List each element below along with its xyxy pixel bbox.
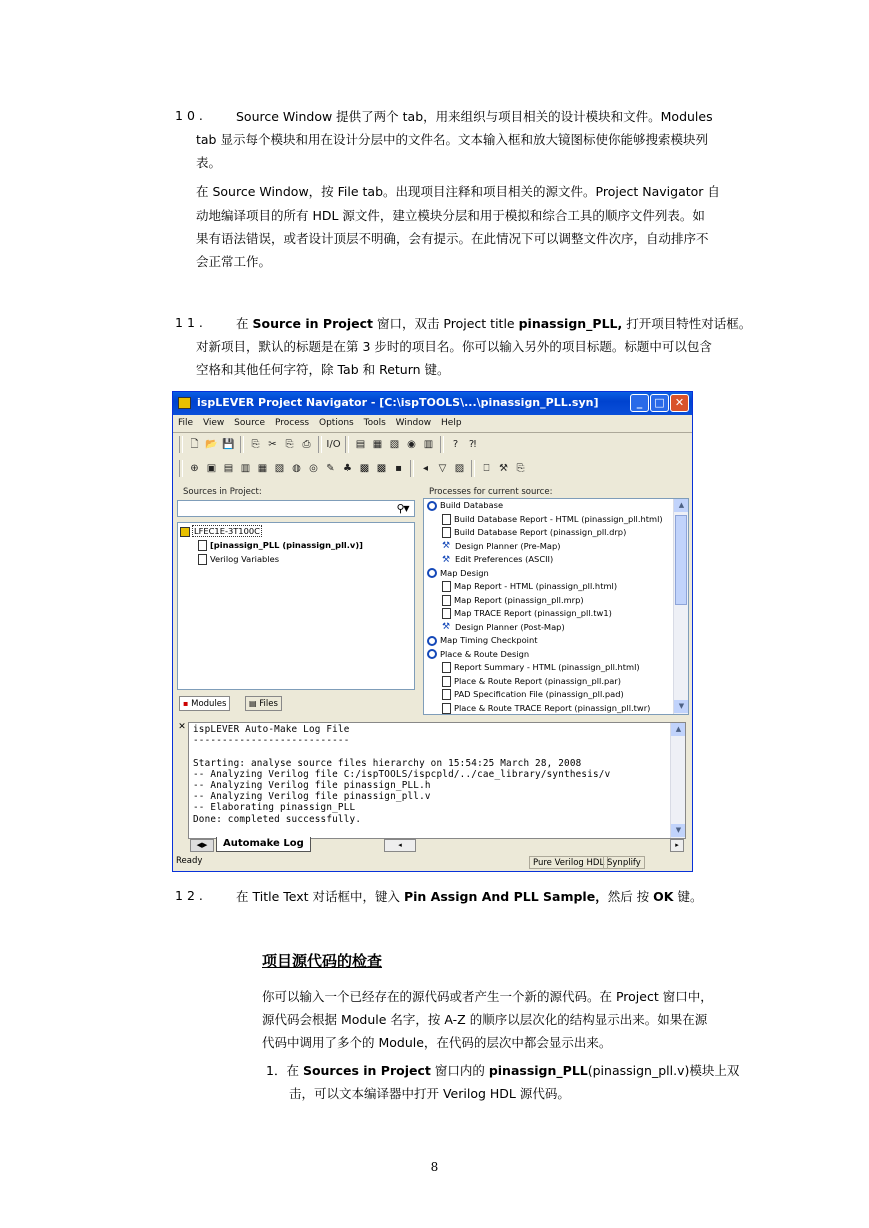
process-run-icon <box>427 636 437 646</box>
process-item-label: Map Report (pinassign_pll.mrp) <box>454 594 584 605</box>
toolbar2-button-3-icon[interactable]: ▥ <box>240 463 251 474</box>
log-line: -- Analyzing Verilog file C:/ispTOOLS/ispcpld/../cae_library/synthesis/v <box>193 768 611 780</box>
toolbar1-button-11-icon[interactable]: ◉ <box>407 439 416 450</box>
toolbar-tools <box>176 458 529 480</box>
log-line: Done: completed successfully. <box>193 813 362 825</box>
p11-line3: 空格和其他任何字符，除 Tab 和 Return 键。 <box>196 362 450 377</box>
variables-file-icon <box>198 554 207 565</box>
processes-scroll-thumb[interactable] <box>675 515 687 605</box>
tab-modules-label: Modules <box>191 699 227 709</box>
log-hscroll-left-icon[interactable]: ◂ <box>384 839 416 852</box>
process-item-label: Build Database <box>440 500 504 510</box>
verilog-file-icon <box>198 540 207 551</box>
chevron-down-icon[interactable]: ▼ <box>403 504 410 513</box>
toolbar1-button-1-icon[interactable]: 📂 <box>205 439 218 450</box>
p12-post: 键。 <box>673 889 703 904</box>
report-file-icon <box>442 676 451 687</box>
p12-bold2: OK <box>653 889 674 904</box>
item-number-11: 11. <box>175 315 207 330</box>
log-line: -- Analyzing Verilog file pinassign_PLL.h <box>193 780 431 791</box>
toolbar2-button-10-icon[interactable]: ▩ <box>359 463 370 474</box>
status-hdl: Pure Verilog HDL <box>529 856 608 869</box>
report-file-icon <box>442 662 451 673</box>
source-search-combo[interactable] <box>177 500 415 517</box>
processes-label: Processes for current source: <box>429 487 553 497</box>
toolbar-standard <box>176 434 481 456</box>
menu-bar <box>175 416 466 432</box>
tab-files-label: Files <box>259 699 278 709</box>
process-item-label: Build Database Report (pinassign_pll.drp) <box>454 527 627 537</box>
toolbar2-button-17-icon[interactable]: ⚒ <box>499 463 508 474</box>
process-item[interactable] <box>427 568 489 579</box>
process-item-label: Place & Route Report (pinassign_pll.par) <box>454 675 621 686</box>
toolbar-separator <box>440 436 444 453</box>
toolbar-separator <box>179 436 183 453</box>
process-item[interactable] <box>442 608 612 619</box>
process-item[interactable] <box>442 541 561 552</box>
toolbar2-button-13-icon[interactable]: ◂ <box>422 463 429 474</box>
log-line: -- Analyzing Verilog file pinassign_pll.v <box>193 791 431 803</box>
automake-log <box>188 722 686 839</box>
process-run-icon <box>427 501 437 511</box>
magnifier-icon[interactable]: ⚲ <box>396 502 405 515</box>
processes-list <box>423 498 689 715</box>
report-file-icon <box>442 608 451 619</box>
section-item-num: 1． <box>266 1063 287 1078</box>
status-bar <box>173 854 692 871</box>
toolbar2-button-9-icon[interactable]: ♣ <box>343 463 352 474</box>
app-icon <box>178 397 191 409</box>
section-item1-line2: 击，可以文本编译器中打开 Verilog HDL 源代码。 <box>289 1086 570 1101</box>
minimize-button[interactable]: _ <box>630 394 649 412</box>
status-synthesis: Synplify <box>603 856 645 869</box>
log-scroll-down-icon[interactable]: ▼ <box>671 824 686 837</box>
process-item[interactable] <box>427 635 538 646</box>
files-icon: ▤ <box>249 699 257 708</box>
process-item[interactable] <box>427 649 529 660</box>
process-item-label: Place & Route Design <box>440 648 530 659</box>
toolbar1-button-7-icon[interactable]: I/O <box>326 439 341 450</box>
toolbar1-button-4-icon[interactable]: ✂ <box>268 439 277 450</box>
verilog-variables-item[interactable] <box>198 554 279 565</box>
tool-icon: ⚒ <box>442 622 451 632</box>
device-label: LFEC1E-3T100C <box>194 526 260 536</box>
toolbar2-button-4-icon[interactable]: ▦ <box>257 463 268 474</box>
process-item[interactable] <box>442 595 584 606</box>
toolbar2-button-1-icon[interactable]: ▣ <box>206 463 217 474</box>
p10-b-line2: 动地编译项目的所有 HDL 源文件，建立模块分层和用于模拟和综合工具的顺序文件列表。如 <box>196 208 705 223</box>
process-item[interactable] <box>442 581 617 592</box>
p10-line1: Source Window 提供了两个 tab，用来组织与项目相关的设计模块和文件。Modules <box>236 109 713 124</box>
toolbar2-button-12-icon[interactable]: ▪ <box>395 463 402 474</box>
toolbar2-button-5-icon[interactable]: ▧ <box>274 463 285 474</box>
page-number: 8 <box>430 1160 439 1174</box>
module-label: [pinassign_PLL (pinassign_pll.v)] <box>210 540 363 550</box>
process-item-label: Design Planner (Post-Map) <box>455 621 565 632</box>
toolbar2-button-14-icon[interactable]: ▽ <box>438 463 447 474</box>
log-line: -- Elaborating pinassign_PLL <box>193 802 356 814</box>
p12-mid: 然后 按 <box>607 889 654 904</box>
log-scrollbar[interactable] <box>670 723 686 838</box>
log-tab-strip <box>188 838 686 852</box>
toolbar1-button-14-icon[interactable]: ⁈ <box>468 439 477 450</box>
section-line1: 你可以输入一个已经存在的源代码或者产生一个新的源代码。在 Project 窗口中， <box>262 989 713 1004</box>
tool-icon: ⚒ <box>442 541 451 551</box>
report-file-icon <box>442 689 451 700</box>
process-item-label: Map Timing Checkpoint <box>440 635 538 645</box>
menu-help[interactable]: Help <box>441 418 462 428</box>
log-line: Starting: analyse source files hierarchy on 15:54:25 March 28, 2008 <box>193 757 582 769</box>
p12-line1 <box>236 885 702 908</box>
window-titlebar <box>173 392 692 415</box>
p10-line3: 表。 <box>196 155 222 170</box>
p10-b-line1: 在 Source Window，按 File tab。出现项目注释和项目相关的源文件。Project Navigator 自 <box>196 184 720 199</box>
toolbar1-button-0-icon[interactable]: 🗋 <box>190 439 199 450</box>
menu-options[interactable]: Options <box>319 418 354 428</box>
process-item[interactable] <box>442 554 553 565</box>
process-item-label: Map Design <box>440 567 489 578</box>
p10-b-line4: 会正常工作。 <box>196 254 272 269</box>
isplever-window-screenshot <box>172 391 693 872</box>
menu-file[interactable]: File <box>178 418 194 428</box>
process-item-label: Edit Preferences (ASCII) <box>455 554 554 564</box>
toolbar2-button-18-icon[interactable]: ⎘ <box>516 463 525 474</box>
menu-view[interactable]: View <box>202 418 225 428</box>
item-number-10: 10. <box>175 108 207 123</box>
process-item-label: Map Report - HTML (pinassign_pll.html) <box>454 581 618 591</box>
maximize-button[interactable]: □ <box>650 394 669 412</box>
report-file-icon <box>442 703 451 714</box>
toolbar1-button-10-icon[interactable]: ▧ <box>389 439 400 450</box>
toolbar2-button-6-icon[interactable]: ◍ <box>292 463 301 474</box>
toolbar-separator <box>179 460 183 477</box>
toolbar-separator <box>318 436 322 453</box>
tab-modules[interactable] <box>179 696 230 711</box>
modules-icon: ▪ <box>183 699 189 708</box>
scroll-down-icon[interactable]: ▼ <box>674 700 689 713</box>
process-item[interactable] <box>427 500 503 511</box>
process-item-label: PAD Specification File (pinassign_pll.pad) <box>454 689 624 699</box>
log-line: --------------------------- <box>193 735 350 747</box>
process-item[interactable] <box>442 676 621 687</box>
toolbar2-button-16-icon[interactable]: ⎕ <box>483 463 490 474</box>
process-item-label: Build Database Report - HTML (pinassign_pll.html) <box>454 513 663 524</box>
section-line3: 代码中调用了多个的 Module，在代码的层次中都会显示出来。 <box>262 1035 612 1050</box>
toolbar1-button-9-icon[interactable]: ▦ <box>372 439 383 450</box>
process-item-label: Map TRACE Report (pinassign_pll.tw1) <box>454 608 612 618</box>
section-item-post: (pinassign_pll.v)模块上双 <box>587 1063 740 1078</box>
p11-bold1: Source in Project <box>252 316 373 331</box>
report-file-icon <box>442 581 451 592</box>
p11-mid: 窗口，双击 Project title <box>372 316 519 331</box>
toolbar1-button-12-icon[interactable]: ▥ <box>423 439 434 450</box>
toolbar2-button-11-icon[interactable]: ▩ <box>376 463 387 474</box>
p10-b-line3: 果有语法错误，或者设计顶层不明确，会有提示。在此情况下可以调整文件次序，自动排序不 <box>196 231 709 246</box>
device-item[interactable] <box>180 526 262 537</box>
process-item-label: Report Summary - HTML (pinassign_pll.html) <box>454 662 640 672</box>
process-item[interactable] <box>442 527 626 538</box>
toolbar1-button-6-icon[interactable]: ⎙ <box>302 439 311 450</box>
section-line2: 源代码会根据 Module 名字，按 A-Z 的顺序以层次化的结构显示出来。如果在源 <box>262 1012 708 1027</box>
tab-automake-log[interactable]: Automake Log <box>216 837 311 852</box>
toolbar-separator <box>471 460 475 477</box>
menu-source[interactable]: Source <box>234 418 266 428</box>
log-scroll-up-icon[interactable]: ▲ <box>671 723 686 736</box>
p11-pre: 在 <box>236 316 253 331</box>
process-run-icon <box>427 649 437 659</box>
section-item-pre: 在 <box>286 1063 303 1078</box>
section-item-mid: 窗口内的 <box>430 1063 489 1078</box>
section-item-bold2: pinassign_PLL <box>488 1063 588 1078</box>
log-line: ispLEVER Auto-Make Log File <box>193 724 350 735</box>
p11-line2: 对新项目，默认的标题是在第 3 步时的项目名。你可以输入另外的项目标题。标题中可以包含 <box>196 339 712 354</box>
p11-line1 <box>236 312 751 335</box>
toolbar2-button-8-icon[interactable]: ✎ <box>326 463 335 474</box>
toolbar1-button-8-icon[interactable]: ▤ <box>355 439 366 450</box>
log-close-icon[interactable]: ✕ <box>178 722 186 732</box>
tab-files[interactable] <box>245 696 282 711</box>
menu-process[interactable]: Process <box>274 418 310 428</box>
menu-divider <box>173 432 692 433</box>
p12-bold1: Pin Assign And PLL Sample， <box>403 889 608 904</box>
section-item-bold1: Sources in Project <box>302 1063 431 1078</box>
toolbar2-button-0-icon[interactable]: ⊕ <box>190 463 199 474</box>
process-run-icon <box>427 568 437 578</box>
status-ready: Ready <box>176 856 203 866</box>
toolbar2-button-15-icon[interactable]: ▨ <box>454 463 465 474</box>
close-button[interactable]: ✕ <box>670 394 689 412</box>
toolbar1-button-3-icon[interactable]: ⎘ <box>251 439 260 450</box>
toolbar2-button-7-icon[interactable]: ◎ <box>309 463 318 474</box>
process-item-label: Place & Route TRACE Report (pinassign_pll.twr) <box>454 702 651 713</box>
toolbar2-button-2-icon[interactable]: ▤ <box>223 463 234 474</box>
toolbar1-button-13-icon[interactable]: ? <box>452 439 459 450</box>
toolbar-separator <box>240 436 244 453</box>
toolbar1-button-2-icon[interactable]: 💾 <box>222 439 235 450</box>
process-item[interactable] <box>442 662 640 673</box>
p10-line2: tab 显示每个模块和用在设计分层中的文件名。文本输入框和放大镜图标使你能够搜索模块列 <box>196 132 708 147</box>
tab-scroll-arrows-icon[interactable]: ◀▶ <box>190 839 214 852</box>
p11-post: 打开项目特性对话框。 <box>622 316 752 331</box>
section-heading: 项目源代码的检查 <box>262 952 383 970</box>
section-item1-line1 <box>266 1059 739 1082</box>
processes-scrollbar[interactable] <box>673 499 689 714</box>
window-title: ispLEVER Project Navigator - [C:\ispTOOLS\...\pinassign_PLL.syn] <box>197 396 599 409</box>
process-item[interactable] <box>442 622 565 633</box>
toolbar-separator <box>345 436 349 453</box>
report-file-icon <box>442 514 451 525</box>
tool-icon: ⚒ <box>442 554 451 565</box>
module-item[interactable] <box>198 540 363 551</box>
menu-tools[interactable]: Tools <box>363 418 386 428</box>
p11-bold2: pinassign_PLL, <box>518 316 623 331</box>
toolbar-separator <box>410 460 414 477</box>
chip-icon <box>180 527 190 537</box>
sources-tree <box>177 522 415 690</box>
p12-pre: 在 Title Text 对话框中，键入 <box>236 889 404 904</box>
scroll-up-icon[interactable]: ▲ <box>674 499 689 512</box>
process-item[interactable] <box>442 514 663 525</box>
sources-label: Sources in Project: <box>183 487 262 497</box>
menu-window[interactable]: Window <box>395 418 432 428</box>
log-hscroll-right-icon[interactable]: ▸ <box>670 839 684 852</box>
process-item[interactable] <box>442 689 624 700</box>
process-item-label: Design Planner (Pre-Map) <box>455 540 561 551</box>
item-number-12: 12. <box>175 888 207 903</box>
process-item[interactable] <box>442 703 650 714</box>
toolbar1-button-5-icon[interactable]: ⎘ <box>285 439 294 450</box>
report-file-icon <box>442 527 451 538</box>
report-file-icon <box>442 595 451 606</box>
verilog-variables-label: Verilog Variables <box>210 554 280 564</box>
